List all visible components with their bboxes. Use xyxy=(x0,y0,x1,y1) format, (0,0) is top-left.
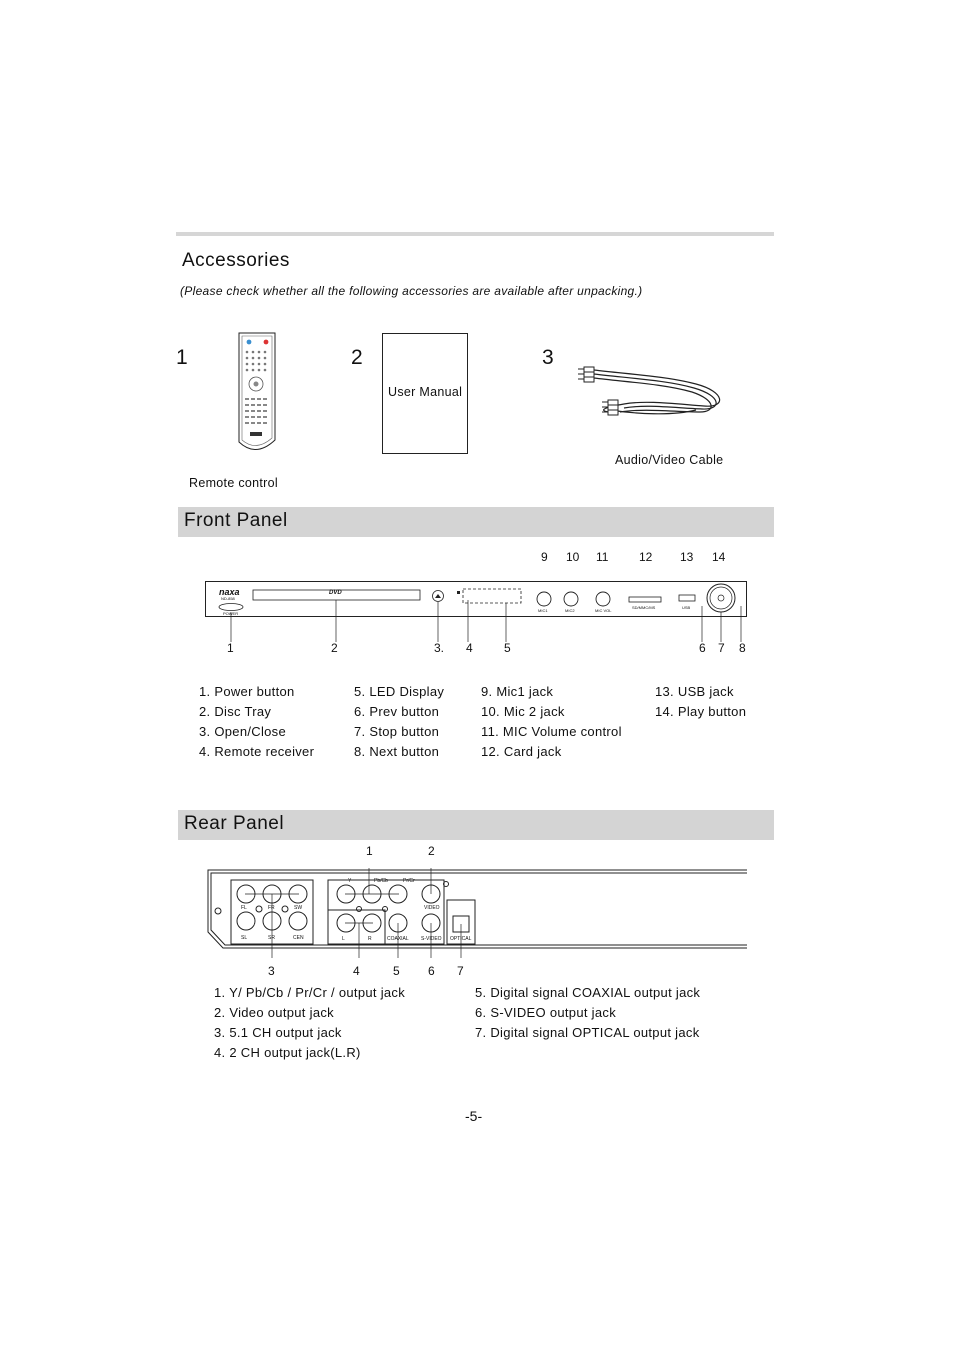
rear-panel-drawing xyxy=(205,868,747,958)
front-callout-6: 6 xyxy=(699,641,706,655)
av-cable-caption: Audio/Video Cable xyxy=(615,453,724,467)
rear-label-sr: SR xyxy=(268,935,275,941)
front-panel-heading: Front Panel xyxy=(184,510,288,531)
rear-label-fr: FR xyxy=(268,905,275,911)
front-model-label: ND-858 xyxy=(221,596,235,601)
list-item: 9. Mic1 jack xyxy=(481,684,554,699)
rear-label-pr: Pr/Cr xyxy=(403,878,415,884)
rear-callout-3: 3 xyxy=(268,964,275,978)
user-manual-caption: User Manual xyxy=(388,385,463,399)
list-item: 4. 2 CH output jack(L.R) xyxy=(214,1045,361,1060)
front-mic2-label: MIC2 xyxy=(565,608,575,613)
rear-callout-6: 6 xyxy=(428,964,435,978)
list-item: 12. Card jack xyxy=(481,744,562,759)
front-panel-device xyxy=(205,580,745,616)
rear-panel-device xyxy=(205,868,747,958)
list-item: 7. Stop button xyxy=(354,724,440,739)
rear-callout-1: 1 xyxy=(366,844,373,858)
rear-label-sl: SL xyxy=(241,935,248,941)
front-callout-4: 4 xyxy=(466,641,473,655)
rear-label-cen: CEN xyxy=(293,935,304,941)
list-item: 3. 5.1 CH output jack xyxy=(214,1025,342,1040)
list-item: 13. USB jack xyxy=(655,684,734,699)
rear-label-svideo: S-VIDEO xyxy=(421,936,442,942)
front-callout-1: 1 xyxy=(227,641,234,655)
front-list-col1 xyxy=(199,682,314,762)
front-mic1-label: MIC1 xyxy=(538,608,548,613)
rear-callout-5: 5 xyxy=(393,964,400,978)
front-card-label: SD/MMC/MS xyxy=(632,605,656,610)
front-list-col2 xyxy=(354,682,444,762)
rear-callout-4: 4 xyxy=(353,964,360,978)
front-brand-logo: naxa xyxy=(219,587,240,597)
list-item: 6. S-VIDEO output jack xyxy=(475,1005,616,1020)
rear-label-pb: Pb/Cb xyxy=(374,878,388,884)
rear-callout-7: 7 xyxy=(457,964,464,978)
rear-list-right xyxy=(475,983,700,1043)
rear-panel-band xyxy=(178,810,774,840)
front-callout-2: 2 xyxy=(331,641,338,655)
front-callout-14: 14 xyxy=(712,550,726,564)
front-panel-drawing xyxy=(205,580,749,660)
user-manual-booklet xyxy=(382,333,468,454)
front-usb-label: USB xyxy=(682,605,691,610)
list-item: 11. MIC Volume control xyxy=(481,724,622,739)
rear-label-y: Y xyxy=(348,878,352,884)
list-item: 5. LED Display xyxy=(354,684,445,699)
front-micvol-label: MIC VOL xyxy=(595,608,612,613)
front-list-col4 xyxy=(655,682,746,722)
front-callout-9: 9 xyxy=(541,550,548,564)
accessory-number-1: 1 xyxy=(176,346,188,369)
accessories-heading: Accessories xyxy=(182,250,290,271)
front-callout-8: 8 xyxy=(739,641,746,655)
page-number: -5- xyxy=(465,1108,483,1124)
list-item: 5. Digital signal COAXIAL output jack xyxy=(475,985,701,1000)
list-item: 1. Y/ Pb/Cb / Pr/Cr / output jack xyxy=(214,985,406,1000)
rear-label-coaxial: COAXIAL xyxy=(387,936,409,942)
rear-label-fl: FL xyxy=(241,905,247,911)
accessories-note: (Please check whether all the following accessories are available after unpacking.) xyxy=(180,284,643,298)
list-item: 1. Power button xyxy=(199,684,295,699)
rear-label-video: VIDEO xyxy=(424,905,440,911)
list-item: 2. Disc Tray xyxy=(199,704,272,719)
front-callout-3: 3. xyxy=(434,641,445,655)
accessory-number-3: 3 xyxy=(542,346,554,369)
av-cable-image xyxy=(576,360,732,422)
rear-callout-2: 2 xyxy=(428,844,435,858)
rear-label-r: R xyxy=(368,936,372,942)
rear-label-sw: SW xyxy=(294,905,303,911)
rear-label-l: L xyxy=(342,936,345,942)
remote-control-image xyxy=(236,330,278,454)
rear-label-optical: OPTICAL xyxy=(450,936,472,942)
rear-list-left xyxy=(214,983,405,1063)
rear-panel-heading: Rear Panel xyxy=(184,813,285,834)
front-tray-label: DVD xyxy=(329,590,342,596)
top-rule xyxy=(176,232,774,236)
front-callout-11: 11 xyxy=(596,550,609,564)
list-item: 14. Play button xyxy=(655,704,747,719)
list-item: 6. Prev button xyxy=(354,704,440,719)
front-callout-5: 5 xyxy=(504,641,511,655)
list-item: 2. Video output jack xyxy=(214,1005,334,1020)
list-item: 10. Mic 2 jack xyxy=(481,704,565,719)
front-power-label: POWER xyxy=(223,611,239,616)
front-panel-band xyxy=(178,507,774,537)
remote-control-caption: Remote control xyxy=(189,476,278,490)
list-item: 8. Next button xyxy=(354,744,440,759)
front-callout-13: 13 xyxy=(680,550,694,564)
front-callout-12: 12 xyxy=(639,550,653,564)
front-callout-7: 7 xyxy=(718,641,725,655)
list-item: 4. Remote receiver xyxy=(199,744,315,759)
accessory-number-2: 2 xyxy=(351,346,363,369)
front-callout-10: 10 xyxy=(566,550,580,564)
list-item: 7. Digital signal OPTICAL output jack xyxy=(475,1025,700,1040)
list-item: 3. Open/Close xyxy=(199,724,287,739)
front-list-col3 xyxy=(481,682,622,762)
